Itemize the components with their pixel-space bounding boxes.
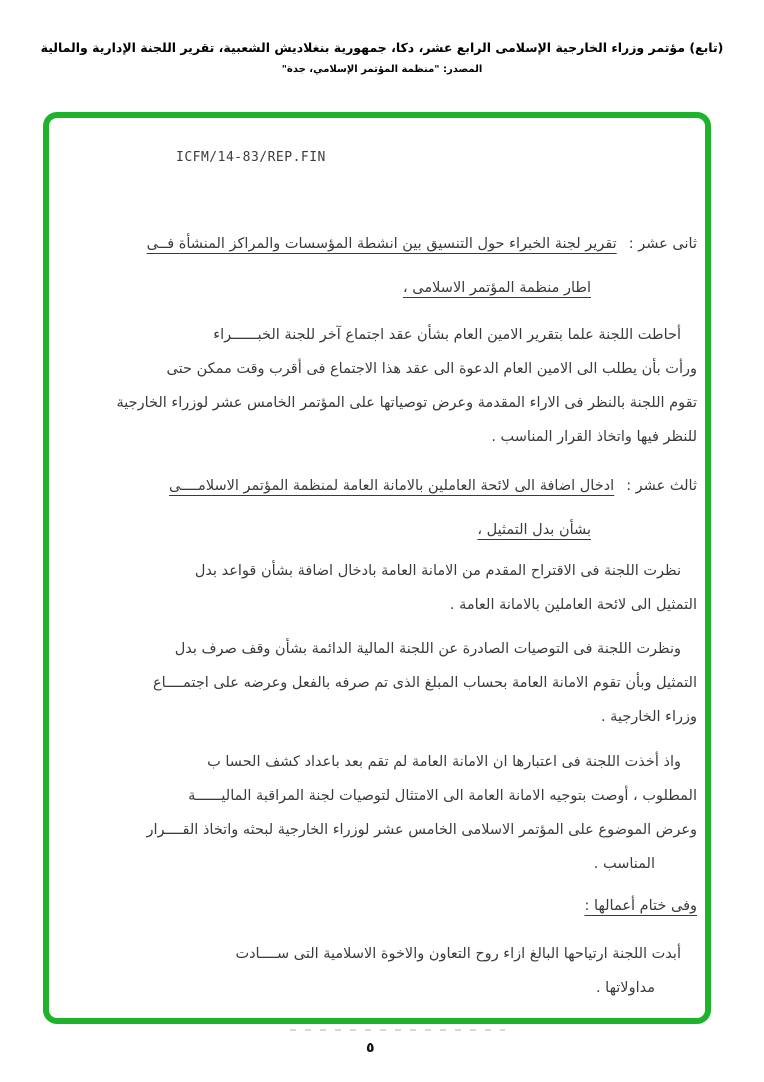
paragraph-2-line: التمثيل الى لائحة العاملين بالامانة العامة .: [449, 597, 697, 613]
paragraph-4-line: المناسب .: [593, 856, 655, 872]
paragraph-1-line: تقوم اللجنة بالنظر فى الاراء المقدمة وعرض توصياتها على المؤتمر الخامس عشر لوزراء الخارجية: [116, 395, 697, 411]
caption-title: (تابع) مؤتمر وزراء الخارجية الإسلامى الرابع عشر، دكا، جمهورية بنغلاديش الشعبية، تقرير اللجنة الإدارية والمالية: [40, 40, 724, 55]
paragraph-4-line: واذ أخذت اللجنة فى اعتبارها ان الامانة العامة لم تقم بعد باعداد كشف الحسا ب: [207, 754, 681, 770]
section-thirteen-line1: [85, 464, 697, 508]
paragraph-2-line: نظرت اللجنة فى الاقتراح المقدم من الامانة العامة بادخال اضافة بشأن قواعد بدل: [194, 563, 681, 579]
paragraph-3-line: التمثيل وبأن تقوم الامانة العامة بحساب المبلغ الذى تم صرفه بالفعل وعرضه على اجتمــــاع: [153, 675, 697, 691]
page-number: ٥: [366, 1040, 375, 1056]
paragraph-2: [85, 554, 697, 622]
page-caption: [0, 40, 764, 75]
caption-source: المصدر: "منظمة المؤتمر الإسلامي، جدة": [281, 64, 483, 75]
paragraph-4: [85, 745, 697, 881]
section-twelve-line1: [85, 222, 697, 266]
paragraph-5-line: مداولاتها .: [595, 980, 655, 996]
paragraph-3-line: ونظرت اللجنة فى التوصيات الصادرة عن اللجنة المالية الدائمة بشأن وقف صرف بدل: [174, 641, 681, 657]
section-twelve-label: ثانى عشر :: [628, 236, 697, 252]
paragraph-3-line: وزراء الخارجية .: [600, 709, 697, 725]
scan-artifact: [290, 1029, 505, 1031]
section-thirteen-label: ثالث عشر :: [626, 478, 697, 494]
section-thirteen-line2: بشأن بدل التمثيل ،: [477, 522, 591, 538]
paragraph-5-line: أبدت اللجنة ارتياحها البالغ ازاء روح التعاون والاخوة الاسلامية التى ســــادت: [235, 946, 681, 962]
closing-heading: وفى ختام أعمالها :: [584, 898, 697, 914]
paragraph-1-line: للنظر فيها واتخاذ القرار المناسب .: [491, 429, 697, 445]
section-thirteen-heading: [85, 464, 697, 552]
paragraph-5: [85, 937, 697, 1005]
section-twelve-title: تقرير لجنة الخبراء حول التنسيق بين انشطة المؤسسات والمراكز المنشأة فــى: [146, 236, 617, 252]
section-twelve-heading: [85, 222, 697, 310]
document-reference: ICFM/14-83/REP.FIN: [176, 150, 326, 165]
paragraph-4-line: المطلوب ، أوصت بتوجيه الامانة العامة الى الامتثال لتوصيات لجنة المراقبة الماليــــــة: [188, 788, 697, 804]
paragraph-1-line: أحاطت اللجنة علما بتقرير الامين العام بشأن عقد اجتماع آخر للجنة الخبــــــراء: [213, 327, 681, 343]
document-body: [85, 222, 697, 1005]
section-thirteen-title: ادخال اضافة الى لائحة العاملين بالامانة العامة لمنظمة المؤتمر الاسلامــــى: [168, 478, 615, 494]
paragraph-1: [85, 318, 697, 454]
paragraph-4-line: وعرض الموضوع على المؤتمر الاسلامى الخامس عشر لوزراء الخارجية لبحثه واتخاذ القــــرار: [146, 822, 697, 838]
paragraph-3: [85, 632, 697, 734]
paragraph-1-line: ورأت بأن يطلب الى الامين العام الدعوة الى عقد هذا الاجتماع فى أقرب وقت ممكن حتى: [166, 361, 697, 377]
section-twelve-line2: اطار منظمة المؤتمر الاسلامى ،: [403, 280, 591, 296]
document-highlight-frame: [43, 112, 711, 1024]
